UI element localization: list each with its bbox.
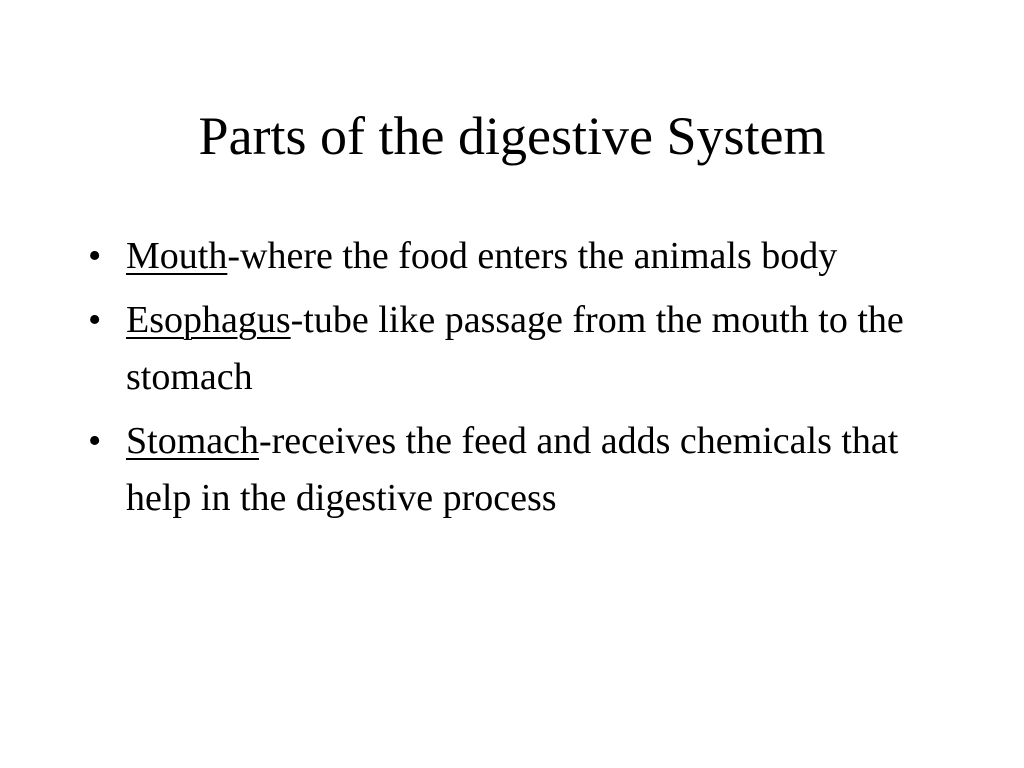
term-esophagus: Esophagus (126, 299, 291, 341)
term-stomach: Stomach (126, 420, 259, 462)
term-mouth: Mouth (126, 235, 228, 277)
bullet-icon: • (88, 420, 102, 462)
definition-esophagus: -tube like passage from the mouth to the stomach (126, 299, 904, 398)
slide-title: Parts of the digestive System (198, 106, 826, 166)
bullet-icon: • (88, 235, 102, 277)
definition-mouth: -where the food enters the animals body (227, 235, 838, 277)
bullet-list (78, 228, 958, 534)
bullet-item-mouth (78, 228, 958, 285)
bullet-icon: • (88, 299, 102, 341)
definition-stomach: -receives the feed and adds chemicals that help in the digestive process (126, 420, 899, 519)
bullet-item-stomach (78, 413, 958, 527)
bullet-item-esophagus (78, 292, 958, 406)
